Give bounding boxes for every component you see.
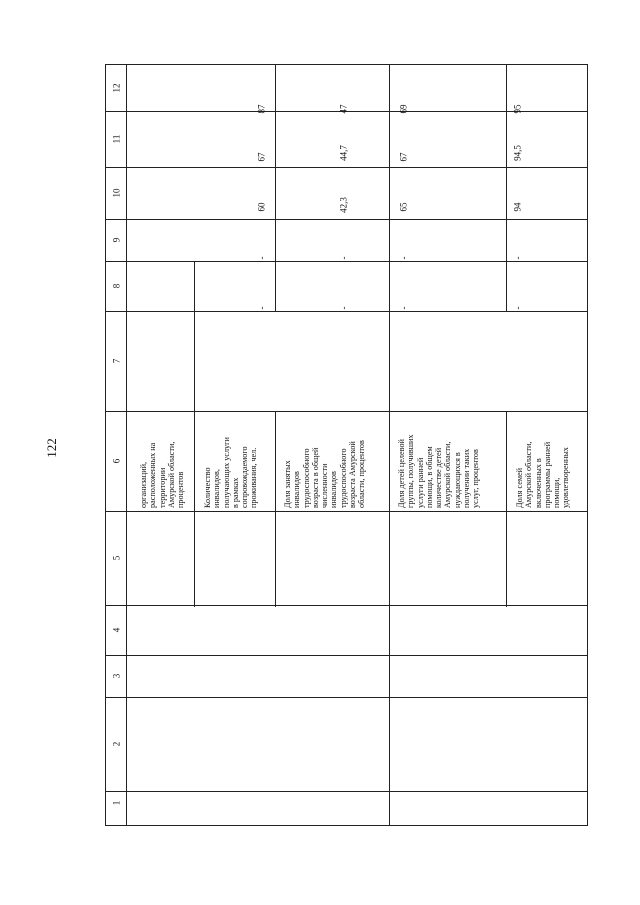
cell-value: -: [398, 256, 409, 260]
indicator-text: организаций, расположенных на территории Амурской области, процентов: [139, 441, 186, 508]
col-boundary: [106, 697, 587, 698]
cell-value: 47: [338, 104, 349, 114]
cell-value: 94: [512, 202, 523, 212]
row-boundary: [506, 411, 507, 607]
col-boundary: [106, 167, 587, 168]
col-number: 6: [111, 458, 122, 464]
cell-value: 67: [398, 152, 409, 162]
row-boundary: [389, 65, 390, 825]
row-boundary: [275, 65, 276, 311]
cell-value: -: [256, 306, 267, 310]
cell-value: 95: [512, 104, 523, 114]
cell-value: 94,5: [512, 145, 523, 161]
row-boundary: [506, 65, 507, 311]
cell-value: -: [256, 256, 267, 260]
row-boundary: [275, 411, 276, 607]
col-boundary: [106, 411, 587, 412]
cell-value: 65: [398, 202, 409, 212]
cell-value: 67: [256, 152, 267, 162]
cell-value: -: [338, 306, 349, 310]
cell-value: 60: [256, 202, 267, 212]
col-number: 7: [111, 358, 122, 364]
cell-value: -: [512, 256, 523, 260]
indicator-text: Доля семей Амурской области, включенных в программы ранней помощи, удовлетворенных: [515, 441, 571, 508]
col-boundary: [106, 791, 587, 792]
row-boundary: [126, 65, 127, 825]
cell-value: -: [512, 306, 523, 310]
col-number: 2: [111, 741, 122, 747]
col-number: 8: [111, 283, 122, 289]
col-boundary: [106, 511, 587, 512]
indicator-text: Доля детей целевой группы, получивших услуги ранней помощи, в общем количестве детей Амурской области, нуждающихся в получении таких услуг, процентов: [397, 434, 481, 508]
col-boundary: [106, 655, 587, 656]
col-number: 4: [111, 627, 122, 633]
cell-value: -: [338, 256, 349, 260]
page-number: 122: [44, 438, 59, 458]
col-number: 5: [111, 555, 122, 561]
indicator-text: Доля занятых инвалидов трудоспособного возраста в общей численности инвалидов трудоспособного возраста Амурской области, процентов: [283, 440, 367, 508]
cell-value: 69: [398, 104, 409, 114]
col-boundary: [106, 261, 587, 262]
indicator-text: Количество инвалидов, получающих услуги в рамках сопровождаемого проживания, чел.: [203, 437, 259, 508]
cell-value: -: [398, 306, 409, 310]
row-boundary: [194, 261, 195, 607]
col-boundary: [106, 605, 587, 606]
cell-value: 44,7: [338, 145, 349, 161]
cell-value: 42,3: [338, 197, 349, 213]
col-number: 1: [111, 800, 122, 806]
col-number: 12: [111, 83, 122, 93]
cell-value: 87: [256, 104, 267, 114]
col-number: 3: [111, 673, 122, 679]
col-number: 10: [111, 188, 122, 198]
data-table: [105, 64, 588, 826]
col-boundary: [106, 311, 587, 312]
col-number: 11: [111, 134, 122, 144]
col-boundary: [106, 219, 587, 220]
col-number: 9: [111, 237, 122, 243]
